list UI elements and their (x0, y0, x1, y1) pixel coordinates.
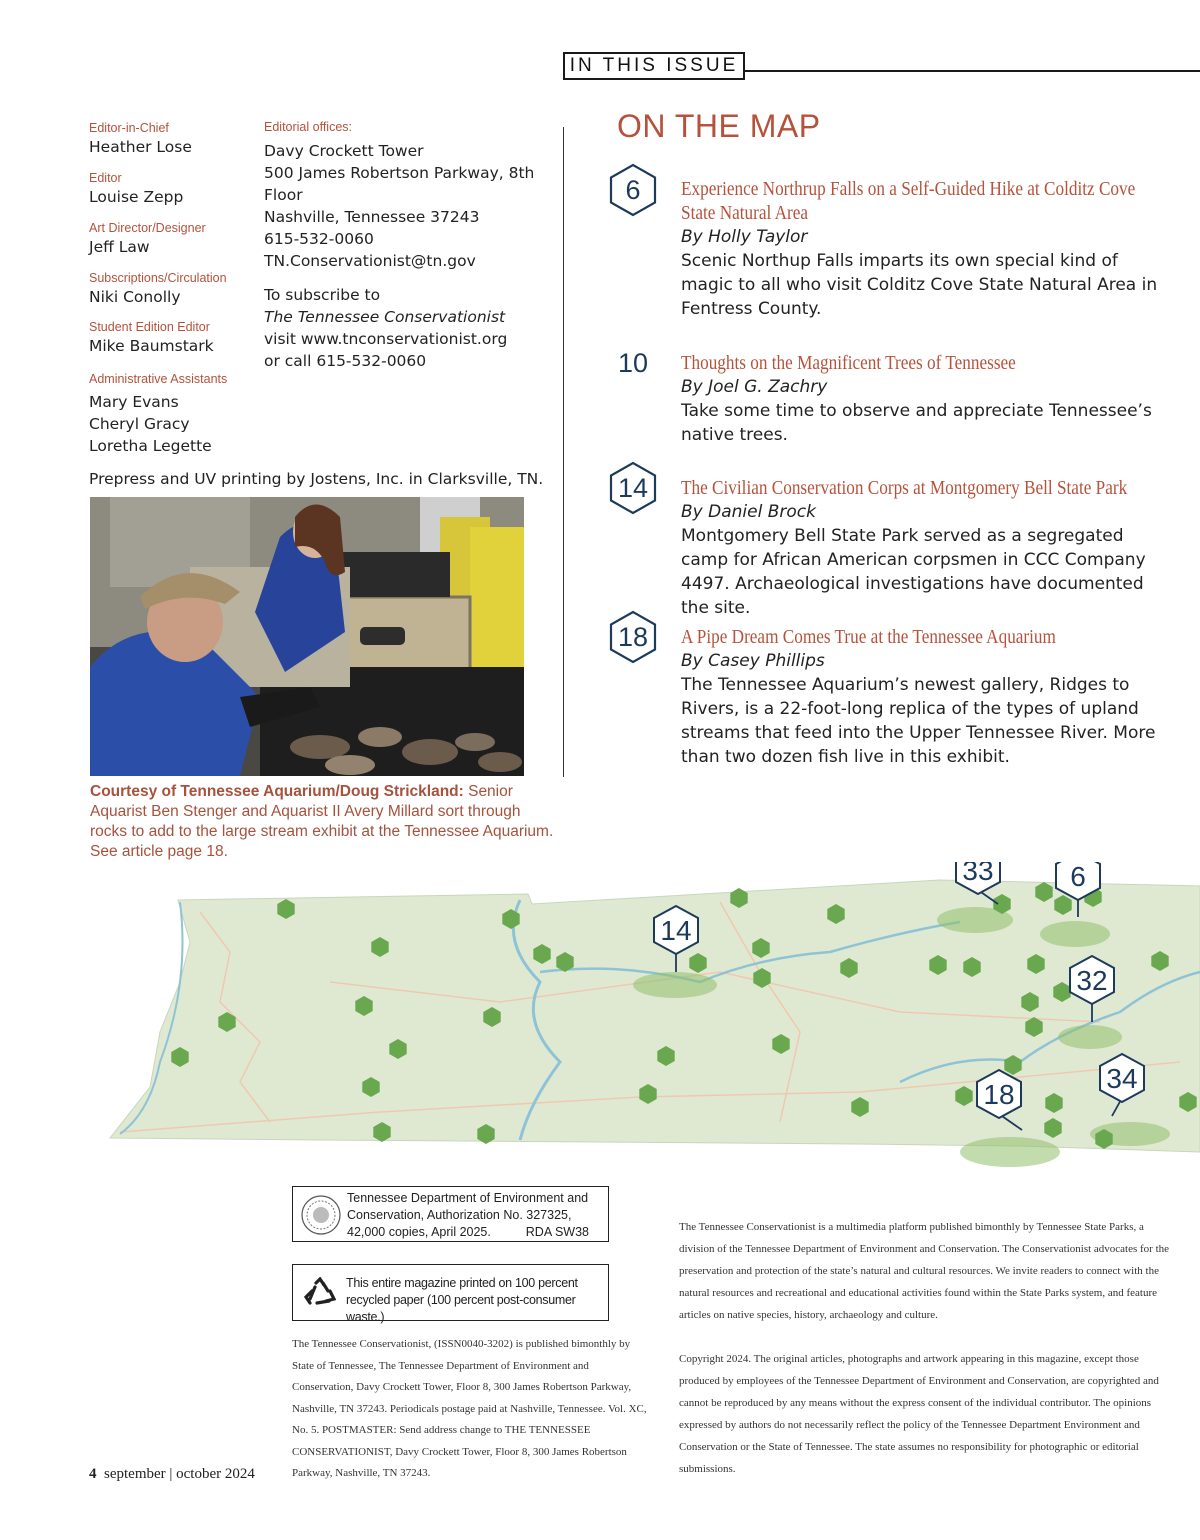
offices-label: Editorial offices: (264, 120, 353, 134)
column-divider (563, 127, 564, 777)
state-seal-icon (301, 1195, 341, 1235)
recycled-paper-text: This entire magazine printed on 100 percent recycled paper (100 percent post-consumer waste.) (346, 1276, 578, 1324)
page-badge (608, 336, 658, 390)
page-number: 6 (625, 175, 641, 205)
caption-text: Senior Aquarist Ben Stenger and Aquarist II Avery Millard sort through rocks to add to the large stream exhibit at the Tennessee Aquarium. See article page 18. (90, 783, 554, 860)
role-label: Subscriptions/Circulation (89, 271, 227, 285)
rda-code: RDA SW38 (525, 1225, 589, 1239)
prepress-credit: Prepress and UV printing by Jostens, Inc. in Clarksville, TN. (89, 470, 544, 488)
role-label: Art Director/Designer (89, 221, 206, 235)
page-badge (608, 461, 658, 515)
map-marker-label: 18 (983, 1079, 1015, 1110)
map-marker-label: 6 (1070, 862, 1086, 892)
tdec-authorization-box (292, 1186, 609, 1242)
page-number: 18 (617, 622, 649, 652)
subscribe-line: To subscribe to (264, 286, 381, 304)
office-email: TN.Conservationist@tn.gov (264, 252, 476, 270)
page-badge (608, 610, 658, 664)
aquarist-photo (90, 497, 524, 776)
staff-name: Cheryl Gracy (89, 415, 190, 433)
section-label: IN THIS ISSUE (563, 52, 745, 80)
header-rule (745, 70, 1200, 72)
page-badge (608, 163, 658, 217)
masthead-admin (89, 372, 264, 457)
photo-credit: Courtesy of Tennessee Aquarium/Doug Strickland: (90, 783, 464, 800)
article-item[interactable] (608, 163, 1168, 323)
map-marker-label: 33 (962, 862, 994, 886)
staff-name: Mike Baumstark (89, 337, 214, 355)
tdec-authorization (347, 1190, 605, 1241)
article-description: Montgomery Bell State Park served as a segregated camp for African American corpsmen in CCC Company 4497. Archaeological investigations have documented the site. (681, 526, 1146, 618)
office-address-line: Nashville, Tennessee 37243 (264, 208, 480, 226)
on-the-map-title: ON THE MAP (617, 108, 821, 144)
masthead-subscriptions (89, 271, 264, 308)
office-phone: 615-532-0060 (264, 230, 374, 248)
article-byline: By Holly Taylor (681, 227, 808, 247)
role-label: Administrative Assistants (89, 372, 228, 386)
article-item[interactable] (608, 461, 1168, 618)
editorial-offices (264, 120, 554, 372)
office-address-line: 500 James Robertson Parkway, 8th Floor (264, 164, 535, 204)
copyright-notice: Copyright 2024. The original articles, photographs and artwork appearing in this magazine, except those produced by employees of the Tennessee Department of Environment and Conservation, are copyrighted and cannot be reproduced by any means without the express consent of the individual contributor. The opinions expressed by authors do not necessarily reflect the policy of the Tennessee Department Environment and Conservation or the State of Tennessee. The state assumes no responsibility for photographic or editorial submissions. (679, 1353, 1159, 1475)
article-byline: By Daniel Brock (681, 502, 816, 522)
tennessee-map (0, 862, 1200, 1182)
article-byline: By Casey Phillips (681, 651, 825, 671)
subscribe-website: visit www.tnconservationist.org (264, 330, 508, 348)
article-description: Take some time to observe and appreciate Tennessee’s native trees. (681, 401, 1152, 445)
folio-issue: september | october 2024 (104, 1466, 255, 1482)
magazine-name: The Tennessee Conservationist (264, 308, 506, 326)
recycle-icon (304, 1277, 336, 1309)
map-marker-label: 34 (1106, 1063, 1138, 1094)
page-folio (89, 1466, 255, 1483)
article-title[interactable]: The Civilian Conservation Corps at Montgomery Bell State Park (681, 477, 1128, 499)
subscribe-phone: or call 615-532-0060 (264, 352, 427, 370)
page-number: 14 (617, 473, 649, 503)
photo-caption (90, 782, 560, 862)
article-item[interactable] (608, 610, 1168, 770)
role-label: Editor (89, 171, 122, 185)
page-number: 10 (617, 348, 649, 378)
folio-page-number: 4 (89, 1466, 97, 1482)
article-byline: By Joel G. Zachry (681, 377, 828, 397)
masthead-art-director (89, 221, 264, 258)
masthead-student-editor (89, 320, 264, 357)
staff-name: Loretha Legette (89, 437, 212, 455)
staff-name: Jeff Law (89, 238, 150, 256)
office-address-line: Davy Crockett Tower (264, 142, 424, 160)
recycled-paper-box (292, 1264, 609, 1324)
publication-info: The Tennessee Conservationist, (ISSN0040-3202) is published bimonthly by State of Tennessee, The Tennessee Department of Environment and Conservation, Davy Crockett Tower, Floor 8, 300 James Robertson Parkway, Nashville, TN 37243. Periodicals postage paid at Nashville, Tennessee. Vol. XC, No. 5. POSTMASTER: Send address change to THE TENNESSEE CONSERVATIONIST, Davy Crockett Tower, Floor 8, 300 James Robertson Parkway, Nashville, TN 37243. (292, 1338, 647, 1479)
masthead-editor-in-chief (89, 121, 264, 158)
role-label: Editor-in-Chief (89, 121, 169, 135)
map-marker-label: 14 (660, 915, 692, 946)
article-title[interactable]: Thoughts on the Magnificent Trees of Tennessee (681, 352, 1016, 374)
article-title[interactable]: Experience Northrup Falls on a Self-Guided Hike at Colditz Cove State Natural Area (681, 178, 1136, 224)
about-magazine: The Tennessee Conservationist is a multimedia platform published bimonthly by Tennessee State Parks, a division of the Tennessee Department of Environment and Conservation. The Conservationist advocates for the preservation and protection of the state’s natural and cultural resources. We invite readers to connect with the natural resources and recreational and educational activities found within the State Parks system, and feature articles on native species, history, archaeology and culture. (679, 1221, 1170, 1321)
staff-name: Niki Conolly (89, 288, 181, 306)
authorization-text: Tennessee Department of Environment and Conservation, Authorization No. 327325, 42,000 copies, April 2025. (347, 1191, 589, 1239)
article-item[interactable] (608, 336, 1168, 456)
article-description: Scenic Northup Falls imparts its own special kind of magic to all who visit Colditz Cove State Natural Area in Fentress County. (681, 251, 1158, 319)
masthead-editor (89, 171, 264, 208)
staff-name: Mary Evans (89, 393, 179, 411)
map-marker-label: 32 (1076, 965, 1108, 996)
staff-name: Louise Zepp (89, 188, 184, 206)
article-title[interactable]: A Pipe Dream Comes True at the Tennessee Aquarium (681, 626, 1056, 648)
role-label: Student Edition Editor (89, 320, 210, 334)
staff-name: Heather Lose (89, 138, 192, 156)
article-description: The Tennessee Aquarium’s newest gallery, Ridges to Rivers, is a 22-foot-long replica of the types of upland streams that feed into the Upper Tennessee River. More than two dozen fish live in this exhibit. (681, 675, 1156, 767)
